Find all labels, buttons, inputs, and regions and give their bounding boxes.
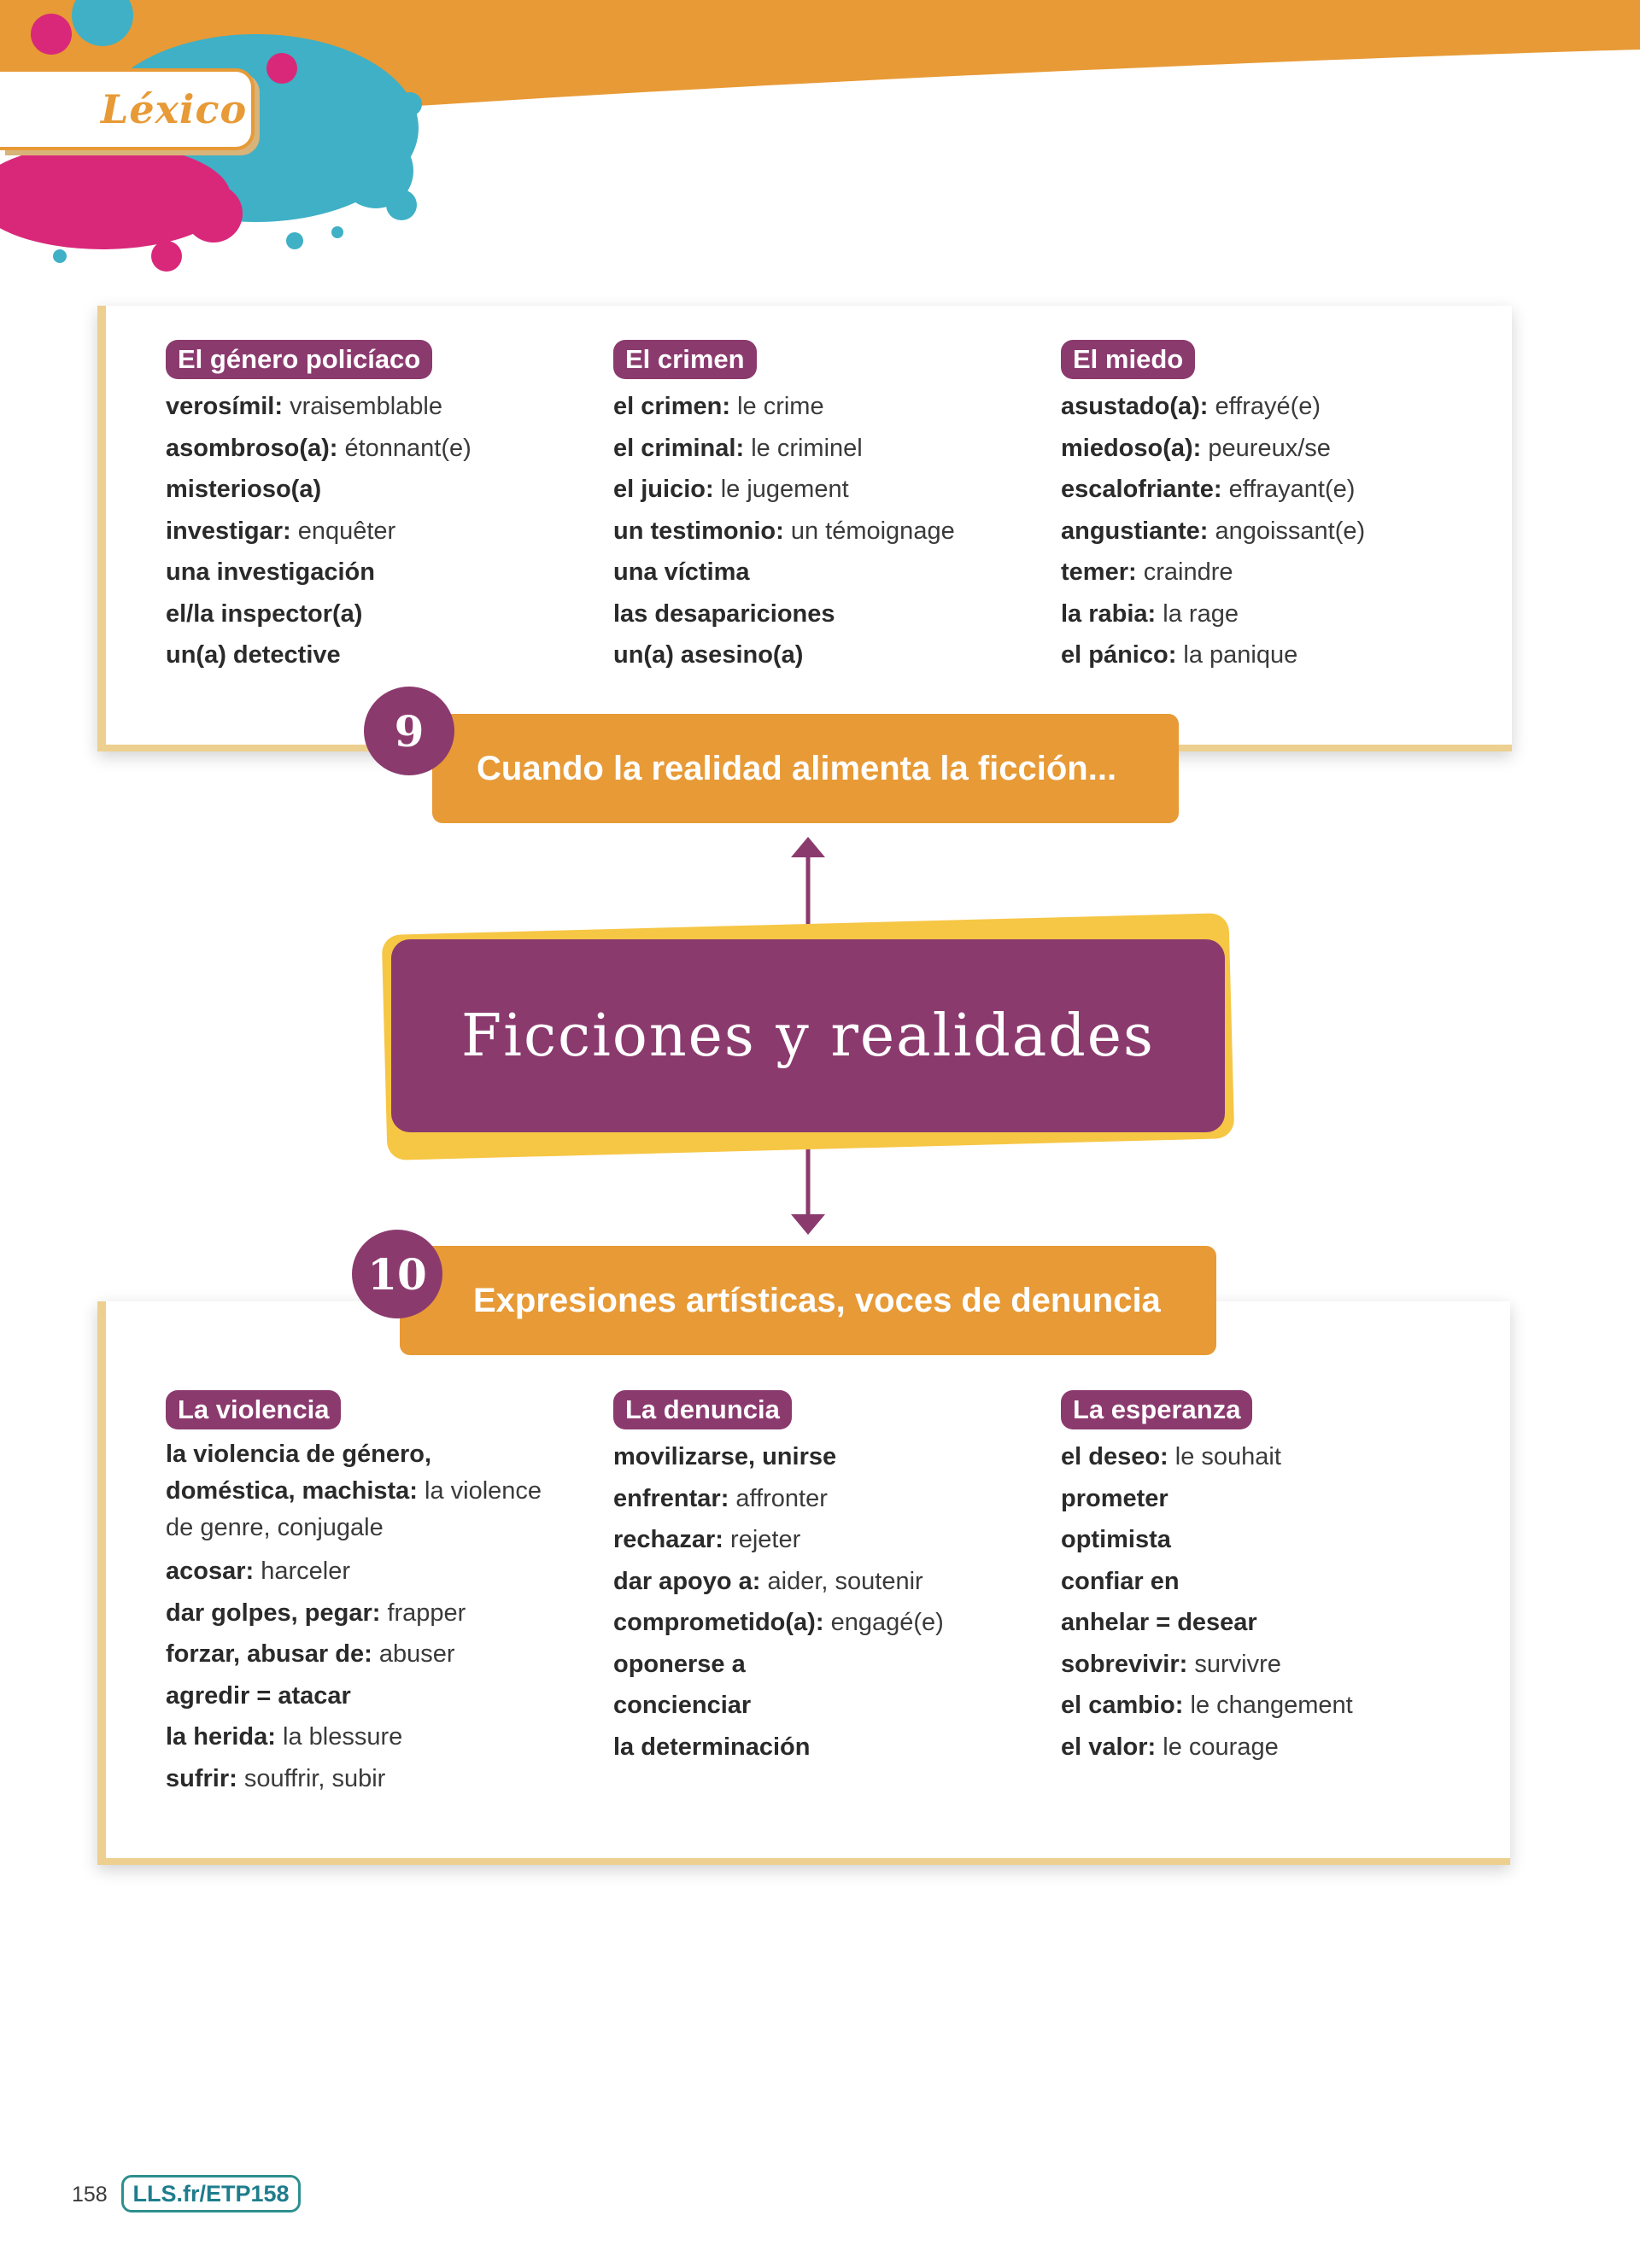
vocab-entry: prometer: [1061, 1484, 1168, 1512]
vocab-entry: el deseo: le souhait: [1061, 1443, 1281, 1470]
arrow-down-head: [791, 1214, 825, 1235]
vocab-entry: forzar, abusar de: abuser: [166, 1640, 455, 1668]
central-title: Ficciones y realidades: [461, 1002, 1155, 1070]
vocab-column-violencia: [166, 1390, 567, 1799]
category-label: El crimen: [613, 340, 757, 379]
vocab-column-miedo: [1061, 340, 1462, 676]
vocab-column-denuncia: [613, 1390, 1015, 1768]
vocab-entry: investigar: enquêter: [166, 517, 396, 545]
vocab-entry: el valor: le courage: [1061, 1733, 1279, 1761]
section-label: Léxico: [101, 86, 248, 132]
vocab-entry: la determinación: [613, 1733, 811, 1761]
vocab-entry: asustado(a): effrayé(e): [1061, 393, 1321, 420]
vocab-entry: el/la inspector(a): [166, 599, 363, 628]
vocab-entry: el criminal: le criminel: [613, 434, 863, 462]
vocab-entry: concienciar: [613, 1692, 752, 1719]
vocab-entry: agredir = atacar: [166, 1681, 351, 1710]
vocab-entry: el cambio: le changement: [1061, 1692, 1353, 1719]
unit-10-title-banner: [400, 1246, 1216, 1355]
vocab-entry: una víctima: [613, 558, 750, 586]
arrow-up-head: [791, 837, 825, 857]
vocab-entry: temer: craindre: [1061, 558, 1233, 586]
vocab-entry: movilizarse, unirse: [613, 1443, 837, 1470]
vocab-entry: miedoso(a): peureux/se: [1061, 434, 1331, 462]
vocab-entry: el pánico: la panique: [1061, 641, 1298, 669]
unit-10-number-badge: 10: [352, 1230, 442, 1318]
vocab-entry: el juicio: le jugement: [613, 476, 849, 503]
section-tab-lexico: [0, 68, 255, 150]
category-label: La denuncia: [613, 1390, 792, 1429]
category-label: La esperanza: [1061, 1390, 1252, 1429]
category-label: La violencia: [166, 1390, 341, 1429]
vocab-entry: dar golpes, pegar: frapper: [166, 1599, 466, 1627]
vocab-entry: las desapariciones: [613, 599, 835, 628]
unit-9-number-badge: 9: [364, 687, 454, 775]
vocab-entry: el crimen: le crime: [613, 393, 824, 420]
vocab-entry: un(a) detective: [166, 641, 341, 669]
unit-9-title-banner: [432, 714, 1179, 823]
vocab-entry: misterioso(a): [166, 476, 322, 503]
vocab-entry: la herida: la blessure: [166, 1723, 403, 1751]
vocab-entry: angustiante: angoissant(e): [1061, 517, 1366, 545]
vocab-entry: acosar: harceler: [166, 1558, 351, 1585]
vocab-entry: sufrir: souffrir, subir: [166, 1764, 386, 1792]
category-label: El miedo: [1061, 340, 1195, 379]
vocab-entry: comprometido(a): engagé(e): [613, 1609, 944, 1636]
vocab-entry: asombroso(a): étonnant(e): [166, 434, 472, 462]
vocab-entry: anhelar = desear: [1061, 1609, 1257, 1636]
vocabulary-card-unit9: [97, 306, 1512, 751]
vocab-entry: escalofriante: effrayant(e): [1061, 476, 1356, 503]
vocab-entry: enfrentar: affronter: [613, 1484, 828, 1512]
vocab-column-crimen: [613, 340, 1015, 676]
vocab-entry: un testimonio: un témoignage: [613, 517, 955, 545]
unit-9-title: Cuando la realidad alimenta la ficción...: [477, 749, 1117, 787]
vocabulary-card-unit10: [97, 1301, 1510, 1865]
vocab-column-esperanza: [1061, 1390, 1462, 1768]
unit-10-title: Expresiones artísticas, voces de denuncia: [473, 1281, 1161, 1319]
vocab-entry: sobrevivir: survivre: [1061, 1650, 1281, 1678]
vocab-entry: rechazar: rejeter: [613, 1526, 801, 1553]
footer-link[interactable]: LLS.fr/ETP158: [121, 2175, 301, 2212]
vocab-entry: la rabia: la rage: [1061, 599, 1239, 628]
central-title-box: [391, 939, 1225, 1132]
vocab-entry: la violencia de género, doméstica, machista: la violence de genre, conjugale: [166, 1441, 542, 1541]
vocab-entry: confiar en: [1061, 1567, 1180, 1595]
page-number: 158: [72, 2183, 108, 2207]
vocab-entry: dar apoyo a: aider, soutenir: [613, 1567, 923, 1595]
vocab-entry: una investigación: [166, 558, 375, 586]
vocab-entry: optimista: [1061, 1526, 1171, 1553]
vocab-column-genero-policiaco: [166, 340, 567, 676]
vocab-entry: un(a) asesino(a): [613, 641, 804, 669]
category-label: El género policíaco: [166, 340, 432, 379]
vocab-entry: oponerse a: [613, 1650, 746, 1678]
vocab-entry: verosímil: vraisemblable: [166, 393, 442, 420]
